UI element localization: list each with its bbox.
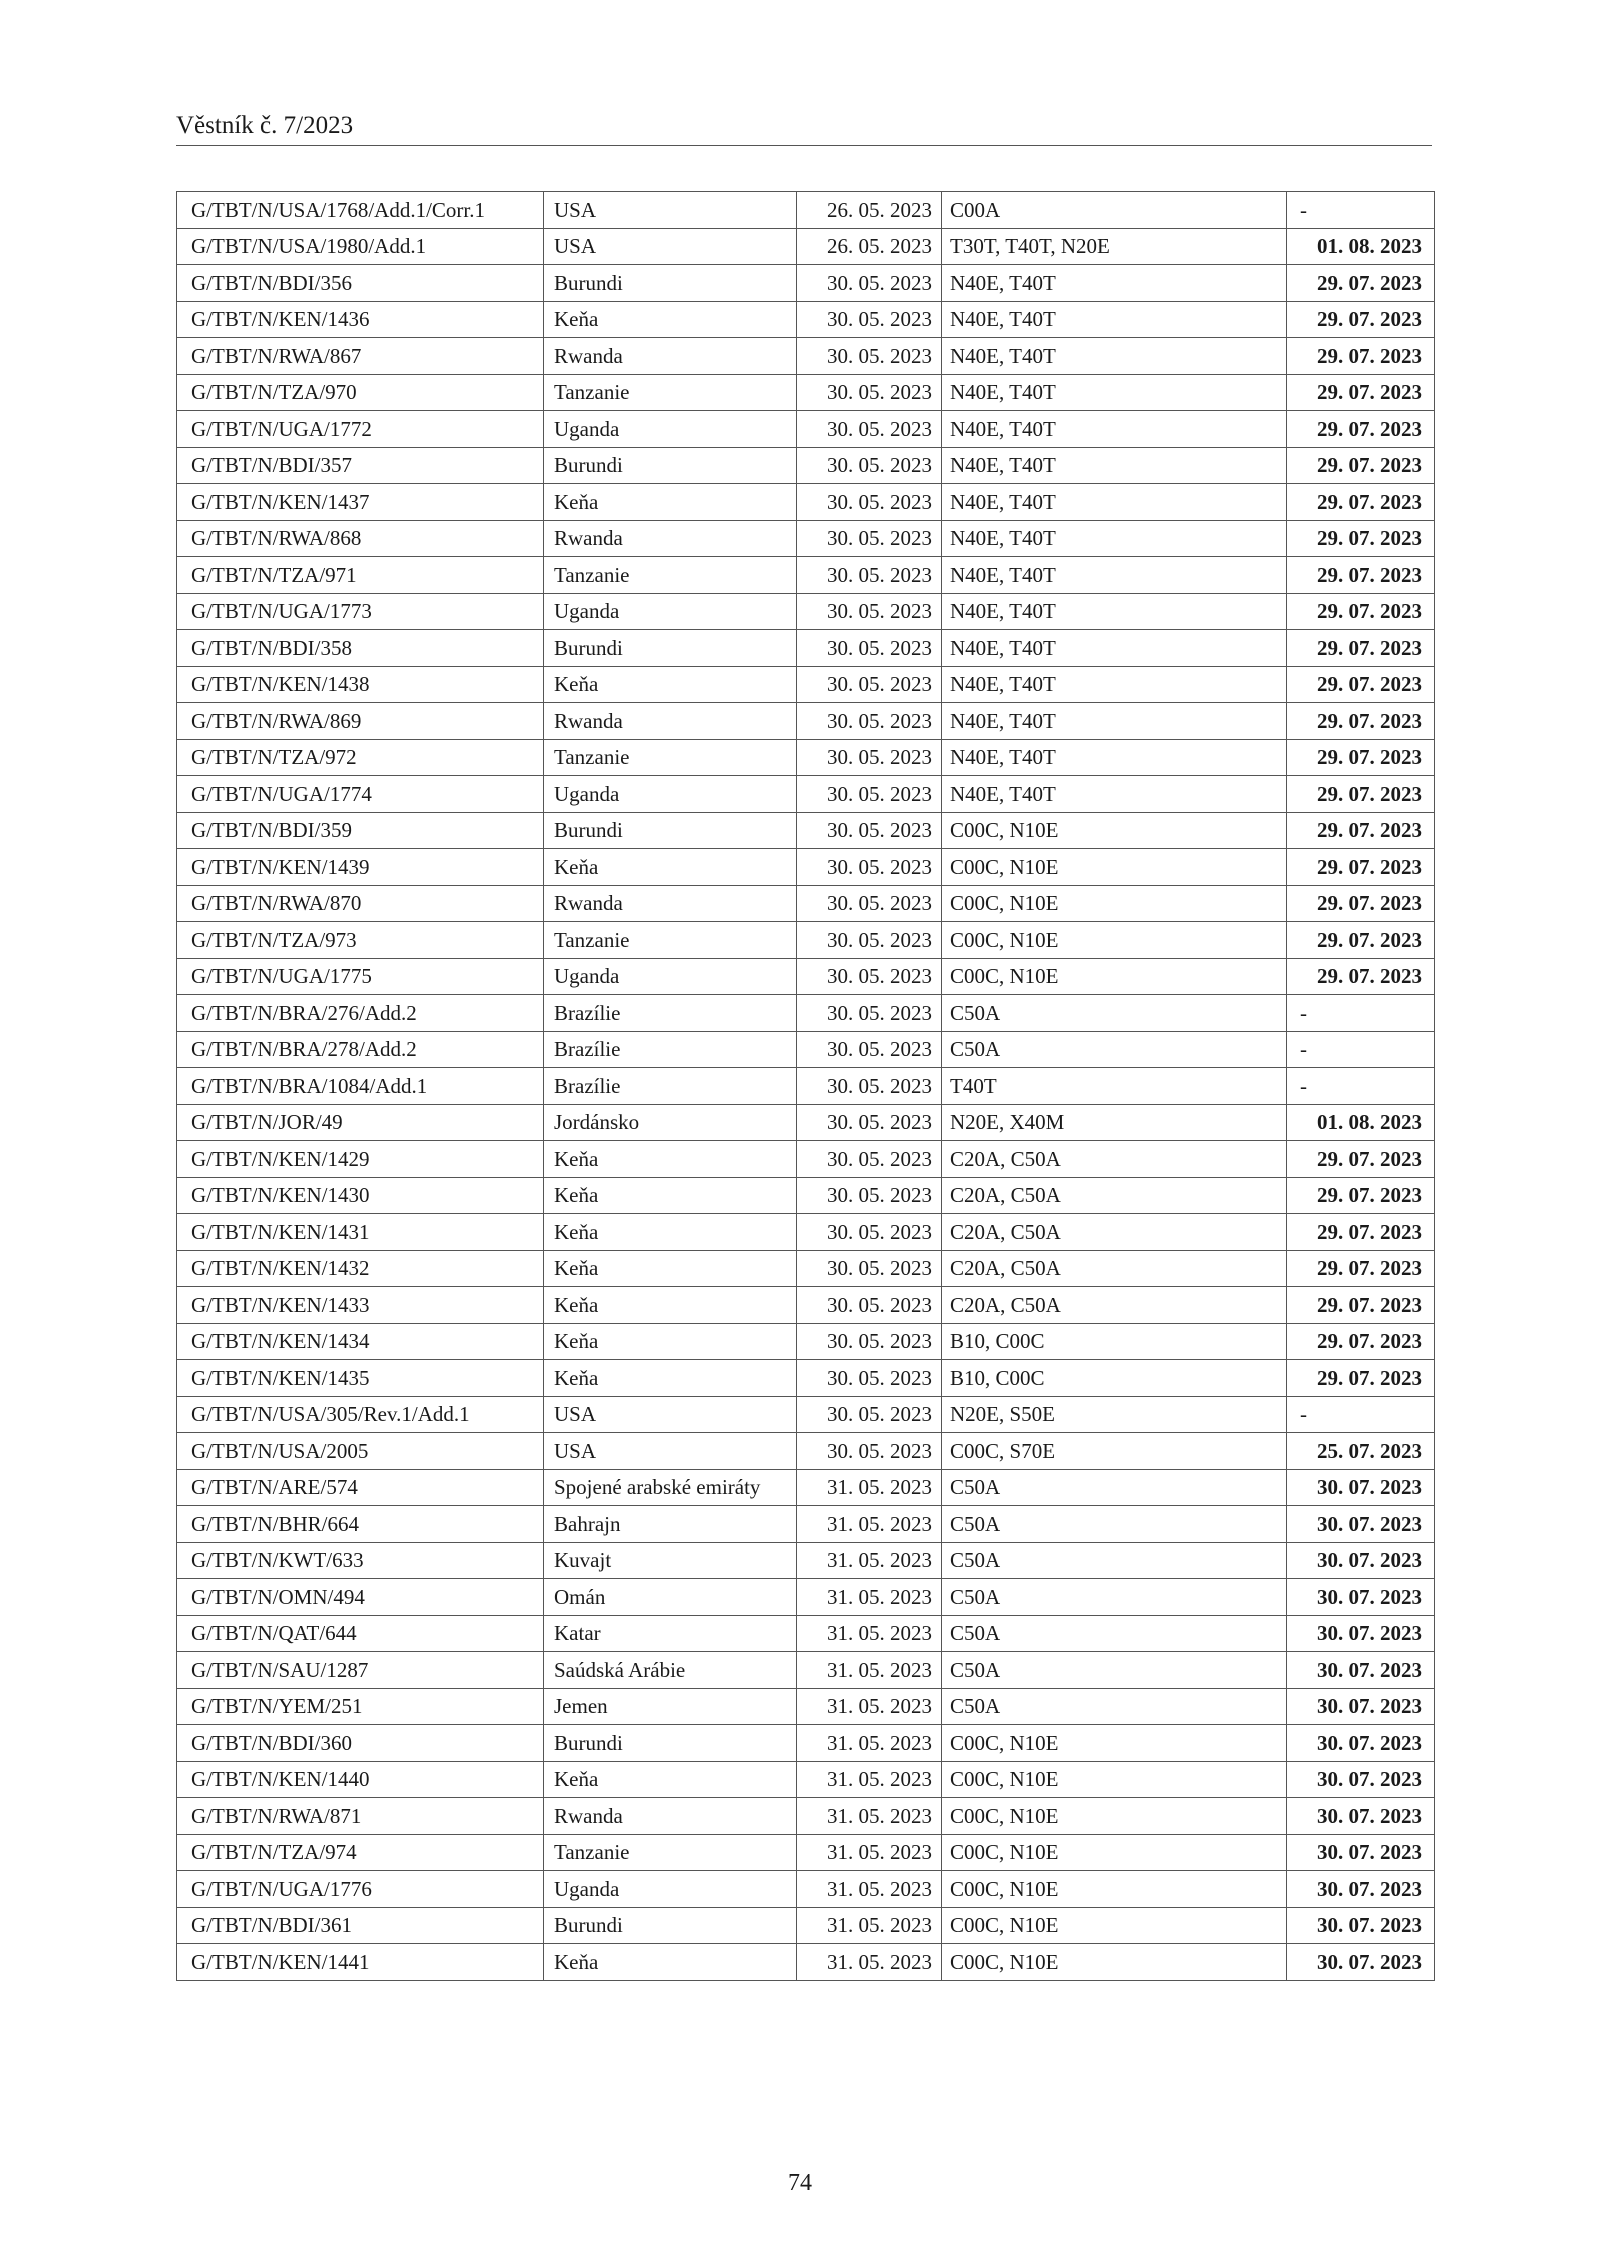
comment-deadline-cell: 30. 07. 2023 xyxy=(1287,1871,1435,1908)
notification-symbol-cell: G/TBT/N/KEN/1436 xyxy=(177,301,544,338)
notification-symbol-cell: G/TBT/N/RWA/870 xyxy=(177,885,544,922)
comment-deadline-cell: - xyxy=(1287,1031,1435,1068)
country-cell: Tanzanie xyxy=(544,922,797,959)
table-row xyxy=(177,411,1435,448)
classification-codes-cell: C20A, C50A xyxy=(942,1214,1287,1251)
table-row xyxy=(177,1323,1435,1360)
notification-symbol-cell: G/TBT/N/KEN/1441 xyxy=(177,1944,544,1981)
notification-symbol-cell: G/TBT/N/KEN/1432 xyxy=(177,1250,544,1287)
table-row xyxy=(177,520,1435,557)
comment-deadline-cell: - xyxy=(1287,192,1435,229)
classification-codes-cell: C00C, N10E xyxy=(942,885,1287,922)
country-cell: USA xyxy=(544,192,797,229)
country-cell: Rwanda xyxy=(544,520,797,557)
notification-date-cell: 30. 05. 2023 xyxy=(797,630,942,667)
notification-symbol-cell: G/TBT/N/RWA/869 xyxy=(177,703,544,740)
table-row xyxy=(177,593,1435,630)
country-cell: Keňa xyxy=(544,666,797,703)
table-row xyxy=(177,1469,1435,1506)
classification-codes-cell: C50A xyxy=(942,1469,1287,1506)
notification-date-cell: 30. 05. 2023 xyxy=(797,1104,942,1141)
table-row xyxy=(177,995,1435,1032)
classification-codes-cell: N40E, T40T xyxy=(942,338,1287,375)
classification-codes-cell: C00C, N10E xyxy=(942,922,1287,959)
notification-symbol-cell: G/TBT/N/KEN/1437 xyxy=(177,484,544,521)
notification-date-cell: 30. 05. 2023 xyxy=(797,374,942,411)
classification-codes-cell: C00A xyxy=(942,192,1287,229)
classification-codes-cell: C50A xyxy=(942,1542,1287,1579)
notification-date-cell: 30. 05. 2023 xyxy=(797,849,942,886)
comment-deadline-cell: - xyxy=(1287,1068,1435,1105)
notification-symbol-cell: G/TBT/N/BDI/357 xyxy=(177,447,544,484)
notification-date-cell: 30. 05. 2023 xyxy=(797,1068,942,1105)
notification-date-cell: 30. 05. 2023 xyxy=(797,1250,942,1287)
classification-codes-cell: C00C, N10E xyxy=(942,1907,1287,1944)
country-cell: Jordánsko xyxy=(544,1104,797,1141)
classification-codes-cell: N40E, T40T xyxy=(942,666,1287,703)
comment-deadline-cell: 30. 07. 2023 xyxy=(1287,1652,1435,1689)
notification-date-cell: 30. 05. 2023 xyxy=(797,520,942,557)
classification-codes-cell: N40E, T40T xyxy=(942,630,1287,667)
classification-codes-cell: C50A xyxy=(942,1579,1287,1616)
notification-symbol-cell: G/TBT/N/KEN/1434 xyxy=(177,1323,544,1360)
notification-date-cell: 31. 05. 2023 xyxy=(797,1542,942,1579)
comment-deadline-cell: - xyxy=(1287,995,1435,1032)
table-row xyxy=(177,776,1435,813)
country-cell: Brazílie xyxy=(544,995,797,1032)
table-row xyxy=(177,1652,1435,1689)
comment-deadline-cell: 30. 07. 2023 xyxy=(1287,1469,1435,1506)
table-row xyxy=(177,739,1435,776)
comment-deadline-cell: 30. 07. 2023 xyxy=(1287,1761,1435,1798)
classification-codes-cell: C00C, N10E xyxy=(942,1834,1287,1871)
comment-deadline-cell: 29. 07. 2023 xyxy=(1287,1323,1435,1360)
notification-symbol-cell: G/TBT/N/KEN/1431 xyxy=(177,1214,544,1251)
comment-deadline-cell: 29. 07. 2023 xyxy=(1287,1177,1435,1214)
notification-date-cell: 30. 05. 2023 xyxy=(797,885,942,922)
classification-codes-cell: C00C, N10E xyxy=(942,812,1287,849)
country-cell: Burundi xyxy=(544,447,797,484)
notification-date-cell: 30. 05. 2023 xyxy=(797,557,942,594)
country-cell: Keňa xyxy=(544,1323,797,1360)
country-cell: Keňa xyxy=(544,1360,797,1397)
table-row xyxy=(177,1177,1435,1214)
classification-codes-cell: C50A xyxy=(942,995,1287,1032)
notification-symbol-cell: G/TBT/N/BRA/276/Add.2 xyxy=(177,995,544,1032)
country-cell: Keňa xyxy=(544,1761,797,1798)
notification-symbol-cell: G/TBT/N/KEN/1438 xyxy=(177,666,544,703)
comment-deadline-cell: 29. 07. 2023 xyxy=(1287,411,1435,448)
notification-date-cell: 30. 05. 2023 xyxy=(797,922,942,959)
classification-codes-cell: C50A xyxy=(942,1615,1287,1652)
comment-deadline-cell: 29. 07. 2023 xyxy=(1287,301,1435,338)
table-row xyxy=(177,1688,1435,1725)
country-cell: Keňa xyxy=(544,301,797,338)
notification-date-cell: 31. 05. 2023 xyxy=(797,1907,942,1944)
notification-date-cell: 31. 05. 2023 xyxy=(797,1944,942,1981)
country-cell: Burundi xyxy=(544,265,797,302)
notification-symbol-cell: G/TBT/N/KWT/633 xyxy=(177,1542,544,1579)
notification-symbol-cell: G/TBT/N/JOR/49 xyxy=(177,1104,544,1141)
table-row xyxy=(177,1031,1435,1068)
classification-codes-cell: N20E, S50E xyxy=(942,1396,1287,1433)
country-cell: Katar xyxy=(544,1615,797,1652)
classification-codes-cell: C50A xyxy=(942,1031,1287,1068)
country-cell: Keňa xyxy=(544,1141,797,1178)
notification-symbol-cell: G/TBT/N/UGA/1776 xyxy=(177,1871,544,1908)
comment-deadline-cell: 30. 07. 2023 xyxy=(1287,1579,1435,1616)
table-row xyxy=(177,484,1435,521)
table-row xyxy=(177,447,1435,484)
country-cell: Tanzanie xyxy=(544,1834,797,1871)
classification-codes-cell: N20E, X40M xyxy=(942,1104,1287,1141)
notification-symbol-cell: G/TBT/N/BDI/356 xyxy=(177,265,544,302)
notification-date-cell: 31. 05. 2023 xyxy=(797,1615,942,1652)
notification-symbol-cell: G/TBT/N/USA/1768/Add.1/Corr.1 xyxy=(177,192,544,229)
country-cell: Keňa xyxy=(544,849,797,886)
notification-date-cell: 31. 05. 2023 xyxy=(797,1725,942,1762)
comment-deadline-cell: 30. 07. 2023 xyxy=(1287,1725,1435,1762)
classification-codes-cell: C50A xyxy=(942,1506,1287,1543)
notification-date-cell: 31. 05. 2023 xyxy=(797,1798,942,1835)
comment-deadline-cell: 30. 07. 2023 xyxy=(1287,1506,1435,1543)
notification-symbol-cell: G/TBT/N/BDI/360 xyxy=(177,1725,544,1762)
classification-codes-cell: N40E, T40T xyxy=(942,739,1287,776)
country-cell: Bahrajn xyxy=(544,1506,797,1543)
notification-date-cell: 30. 05. 2023 xyxy=(797,739,942,776)
classification-codes-cell: C00C, N10E xyxy=(942,1725,1287,1762)
classification-codes-cell: N40E, T40T xyxy=(942,776,1287,813)
page-number: 74 xyxy=(788,2170,812,2196)
country-cell: Brazílie xyxy=(544,1031,797,1068)
comment-deadline-cell: 29. 07. 2023 xyxy=(1287,812,1435,849)
notification-date-cell: 30. 05. 2023 xyxy=(797,411,942,448)
comment-deadline-cell: 29. 07. 2023 xyxy=(1287,520,1435,557)
table-row xyxy=(177,1615,1435,1652)
notification-date-cell: 30. 05. 2023 xyxy=(797,666,942,703)
country-cell: Burundi xyxy=(544,812,797,849)
notification-symbol-cell: G/TBT/N/OMN/494 xyxy=(177,1579,544,1616)
country-cell: Omán xyxy=(544,1579,797,1616)
document-header-title: Věstník č. 7/2023 xyxy=(176,112,354,139)
notification-date-cell: 30. 05. 2023 xyxy=(797,995,942,1032)
comment-deadline-cell: 29. 07. 2023 xyxy=(1287,593,1435,630)
comment-deadline-cell: 01. 08. 2023 xyxy=(1287,1104,1435,1141)
classification-codes-cell: N40E, T40T xyxy=(942,265,1287,302)
country-cell: Rwanda xyxy=(544,1798,797,1835)
country-cell: Kuvajt xyxy=(544,1542,797,1579)
country-cell: Spojené arabské emiráty xyxy=(544,1469,797,1506)
country-cell: Uganda xyxy=(544,1871,797,1908)
notification-symbol-cell: G/TBT/N/USA/305/Rev.1/Add.1 xyxy=(177,1396,544,1433)
table-row xyxy=(177,1798,1435,1835)
notification-date-cell: 26. 05. 2023 xyxy=(797,228,942,265)
country-cell: Tanzanie xyxy=(544,374,797,411)
classification-codes-cell: N40E, T40T xyxy=(942,520,1287,557)
country-cell: Keňa xyxy=(544,1250,797,1287)
notification-date-cell: 30. 05. 2023 xyxy=(797,1287,942,1324)
table-row xyxy=(177,338,1435,375)
comment-deadline-cell: 30. 07. 2023 xyxy=(1287,1542,1435,1579)
notification-symbol-cell: G/TBT/N/BDI/358 xyxy=(177,630,544,667)
table-row xyxy=(177,958,1435,995)
classification-codes-cell: C00C, N10E xyxy=(942,1761,1287,1798)
country-cell: Uganda xyxy=(544,958,797,995)
comment-deadline-cell: 30. 07. 2023 xyxy=(1287,1688,1435,1725)
comment-deadline-cell: 29. 07. 2023 xyxy=(1287,484,1435,521)
notifications-table xyxy=(176,191,1435,1981)
table-row xyxy=(177,1104,1435,1141)
notification-date-cell: 30. 05. 2023 xyxy=(797,812,942,849)
notification-symbol-cell: G/TBT/N/TZA/970 xyxy=(177,374,544,411)
table-row xyxy=(177,1141,1435,1178)
notification-symbol-cell: G/TBT/N/QAT/644 xyxy=(177,1615,544,1652)
comment-deadline-cell: 29. 07. 2023 xyxy=(1287,630,1435,667)
notification-symbol-cell: G/TBT/N/KEN/1435 xyxy=(177,1360,544,1397)
comment-deadline-cell: 29. 07. 2023 xyxy=(1287,447,1435,484)
notification-date-cell: 31. 05. 2023 xyxy=(797,1469,942,1506)
comment-deadline-cell: 30. 07. 2023 xyxy=(1287,1944,1435,1981)
country-cell: Uganda xyxy=(544,776,797,813)
country-cell: Keňa xyxy=(544,1177,797,1214)
table-row xyxy=(177,374,1435,411)
country-cell: Uganda xyxy=(544,411,797,448)
table-row xyxy=(177,1250,1435,1287)
classification-codes-cell: C50A xyxy=(942,1652,1287,1689)
classification-codes-cell: C00C, N10E xyxy=(942,1798,1287,1835)
country-cell: Burundi xyxy=(544,630,797,667)
table-row xyxy=(177,630,1435,667)
comment-deadline-cell: 29. 07. 2023 xyxy=(1287,739,1435,776)
classification-codes-cell: C00C, N10E xyxy=(942,1871,1287,1908)
comment-deadline-cell: 29. 07. 2023 xyxy=(1287,849,1435,886)
header-divider xyxy=(176,145,1432,146)
table-row xyxy=(177,1907,1435,1944)
table-row xyxy=(177,1834,1435,1871)
notification-date-cell: 30. 05. 2023 xyxy=(797,958,942,995)
notification-symbol-cell: G/TBT/N/KEN/1430 xyxy=(177,1177,544,1214)
notification-date-cell: 30. 05. 2023 xyxy=(797,1141,942,1178)
classification-codes-cell: B10, C00C xyxy=(942,1360,1287,1397)
classification-codes-cell: C00C, N10E xyxy=(942,1944,1287,1981)
table-row xyxy=(177,849,1435,886)
classification-codes-cell: C20A, C50A xyxy=(942,1287,1287,1324)
classification-codes-cell: C20A, C50A xyxy=(942,1177,1287,1214)
country-cell: Saúdská Arábie xyxy=(544,1652,797,1689)
table-row xyxy=(177,1871,1435,1908)
table-row xyxy=(177,1433,1435,1470)
notification-date-cell: 30. 05. 2023 xyxy=(797,1360,942,1397)
notification-symbol-cell: G/TBT/N/BHR/664 xyxy=(177,1506,544,1543)
country-cell: Uganda xyxy=(544,593,797,630)
comment-deadline-cell: 29. 07. 2023 xyxy=(1287,374,1435,411)
classification-codes-cell: N40E, T40T xyxy=(942,593,1287,630)
table-row xyxy=(177,301,1435,338)
country-cell: Rwanda xyxy=(544,338,797,375)
notification-date-cell: 30. 05. 2023 xyxy=(797,1177,942,1214)
table-row xyxy=(177,1396,1435,1433)
comment-deadline-cell: 29. 07. 2023 xyxy=(1287,1141,1435,1178)
country-cell: Brazílie xyxy=(544,1068,797,1105)
country-cell: USA xyxy=(544,228,797,265)
notification-date-cell: 31. 05. 2023 xyxy=(797,1506,942,1543)
table-row xyxy=(177,1725,1435,1762)
table-row xyxy=(177,1360,1435,1397)
classification-codes-cell: C00C, S70E xyxy=(942,1433,1287,1470)
table-row xyxy=(177,922,1435,959)
notification-date-cell: 30. 05. 2023 xyxy=(797,265,942,302)
notification-symbol-cell: G/TBT/N/TZA/973 xyxy=(177,922,544,959)
notification-symbol-cell: G/TBT/N/SAU/1287 xyxy=(177,1652,544,1689)
comment-deadline-cell: 30. 07. 2023 xyxy=(1287,1798,1435,1835)
table-row xyxy=(177,703,1435,740)
notification-symbol-cell: G/TBT/N/BDI/361 xyxy=(177,1907,544,1944)
notification-date-cell: 30. 05. 2023 xyxy=(797,484,942,521)
country-cell: Tanzanie xyxy=(544,739,797,776)
classification-codes-cell: T40T xyxy=(942,1068,1287,1105)
notification-date-cell: 26. 05. 2023 xyxy=(797,192,942,229)
comment-deadline-cell: 29. 07. 2023 xyxy=(1287,1250,1435,1287)
notification-symbol-cell: G/TBT/N/UGA/1775 xyxy=(177,958,544,995)
comment-deadline-cell: 29. 07. 2023 xyxy=(1287,338,1435,375)
comment-deadline-cell: 29. 07. 2023 xyxy=(1287,776,1435,813)
table-row xyxy=(177,885,1435,922)
comment-deadline-cell: 29. 07. 2023 xyxy=(1287,666,1435,703)
classification-codes-cell: N40E, T40T xyxy=(942,557,1287,594)
comment-deadline-cell: 30. 07. 2023 xyxy=(1287,1615,1435,1652)
comment-deadline-cell: 29. 07. 2023 xyxy=(1287,557,1435,594)
notification-symbol-cell: G/TBT/N/YEM/251 xyxy=(177,1688,544,1725)
comment-deadline-cell: 29. 07. 2023 xyxy=(1287,703,1435,740)
notification-symbol-cell: G/TBT/N/BRA/278/Add.2 xyxy=(177,1031,544,1068)
country-cell: Tanzanie xyxy=(544,557,797,594)
comment-deadline-cell: 29. 07. 2023 xyxy=(1287,1287,1435,1324)
table-row xyxy=(177,1506,1435,1543)
notification-symbol-cell: G/TBT/N/KEN/1429 xyxy=(177,1141,544,1178)
comment-deadline-cell: 29. 07. 2023 xyxy=(1287,885,1435,922)
notification-symbol-cell: G/TBT/N/BRA/1084/Add.1 xyxy=(177,1068,544,1105)
country-cell: USA xyxy=(544,1433,797,1470)
notification-date-cell: 31. 05. 2023 xyxy=(797,1652,942,1689)
table-row xyxy=(177,1944,1435,1981)
comment-deadline-cell: - xyxy=(1287,1396,1435,1433)
comment-deadline-cell: 30. 07. 2023 xyxy=(1287,1907,1435,1944)
notification-symbol-cell: G/TBT/N/KEN/1439 xyxy=(177,849,544,886)
classification-codes-cell: T30T, T40T, N20E xyxy=(942,228,1287,265)
notification-date-cell: 30. 05. 2023 xyxy=(797,1214,942,1251)
classification-codes-cell: N40E, T40T xyxy=(942,374,1287,411)
comment-deadline-cell: 25. 07. 2023 xyxy=(1287,1433,1435,1470)
notification-symbol-cell: G/TBT/N/TZA/971 xyxy=(177,557,544,594)
notification-symbol-cell: G/TBT/N/RWA/871 xyxy=(177,1798,544,1835)
notification-symbol-cell: G/TBT/N/UGA/1774 xyxy=(177,776,544,813)
classification-codes-cell: N40E, T40T xyxy=(942,411,1287,448)
notifications-table-body xyxy=(177,192,1435,1981)
classification-codes-cell: N40E, T40T xyxy=(942,301,1287,338)
notification-date-cell: 30. 05. 2023 xyxy=(797,1323,942,1360)
comment-deadline-cell: 29. 07. 2023 xyxy=(1287,958,1435,995)
classification-codes-cell: C00C, N10E xyxy=(942,958,1287,995)
table-row xyxy=(177,1287,1435,1324)
classification-codes-cell: C20A, C50A xyxy=(942,1141,1287,1178)
classification-codes-cell: B10, C00C xyxy=(942,1323,1287,1360)
notification-date-cell: 31. 05. 2023 xyxy=(797,1834,942,1871)
classification-codes-cell: C20A, C50A xyxy=(942,1250,1287,1287)
table-row xyxy=(177,1761,1435,1798)
table-row xyxy=(177,265,1435,302)
notification-date-cell: 30. 05. 2023 xyxy=(797,703,942,740)
table-row xyxy=(177,192,1435,229)
notification-symbol-cell: G/TBT/N/TZA/974 xyxy=(177,1834,544,1871)
notification-symbol-cell: G/TBT/N/KEN/1433 xyxy=(177,1287,544,1324)
comment-deadline-cell: 29. 07. 2023 xyxy=(1287,265,1435,302)
notification-date-cell: 31. 05. 2023 xyxy=(797,1871,942,1908)
notification-date-cell: 30. 05. 2023 xyxy=(797,1433,942,1470)
classification-codes-cell: C00C, N10E xyxy=(942,849,1287,886)
table-row xyxy=(177,1068,1435,1105)
notification-date-cell: 31. 05. 2023 xyxy=(797,1579,942,1616)
notification-symbol-cell: G/TBT/N/ARE/574 xyxy=(177,1469,544,1506)
notification-symbol-cell: G/TBT/N/USA/2005 xyxy=(177,1433,544,1470)
country-cell: Keňa xyxy=(544,1944,797,1981)
classification-codes-cell: C50A xyxy=(942,1688,1287,1725)
classification-codes-cell: N40E, T40T xyxy=(942,703,1287,740)
country-cell: Burundi xyxy=(544,1907,797,1944)
notification-symbol-cell: G/TBT/N/RWA/867 xyxy=(177,338,544,375)
notification-date-cell: 30. 05. 2023 xyxy=(797,1031,942,1068)
table-row xyxy=(177,1214,1435,1251)
notification-date-cell: 31. 05. 2023 xyxy=(797,1761,942,1798)
country-cell: Keňa xyxy=(544,484,797,521)
notification-date-cell: 30. 05. 2023 xyxy=(797,776,942,813)
country-cell: Rwanda xyxy=(544,885,797,922)
country-cell: Keňa xyxy=(544,1214,797,1251)
classification-codes-cell: N40E, T40T xyxy=(942,447,1287,484)
notification-date-cell: 30. 05. 2023 xyxy=(797,338,942,375)
comment-deadline-cell: 29. 07. 2023 xyxy=(1287,922,1435,959)
comment-deadline-cell: 01. 08. 2023 xyxy=(1287,228,1435,265)
table-row xyxy=(177,1579,1435,1616)
country-cell: Keňa xyxy=(544,1287,797,1324)
notification-date-cell: 30. 05. 2023 xyxy=(797,1396,942,1433)
notification-symbol-cell: G/TBT/N/RWA/868 xyxy=(177,520,544,557)
country-cell: USA xyxy=(544,1396,797,1433)
table-row xyxy=(177,1542,1435,1579)
comment-deadline-cell: 30. 07. 2023 xyxy=(1287,1834,1435,1871)
notification-symbol-cell: G/TBT/N/KEN/1440 xyxy=(177,1761,544,1798)
classification-codes-cell: N40E, T40T xyxy=(942,484,1287,521)
comment-deadline-cell: 29. 07. 2023 xyxy=(1287,1214,1435,1251)
country-cell: Burundi xyxy=(544,1725,797,1762)
table-row xyxy=(177,557,1435,594)
notification-symbol-cell: G/TBT/N/BDI/359 xyxy=(177,812,544,849)
notification-date-cell: 30. 05. 2023 xyxy=(797,593,942,630)
notification-symbol-cell: G/TBT/N/TZA/972 xyxy=(177,739,544,776)
table-row xyxy=(177,228,1435,265)
table-row xyxy=(177,812,1435,849)
notification-date-cell: 31. 05. 2023 xyxy=(797,1688,942,1725)
notification-date-cell: 30. 05. 2023 xyxy=(797,301,942,338)
table-row xyxy=(177,666,1435,703)
comment-deadline-cell: 29. 07. 2023 xyxy=(1287,1360,1435,1397)
country-cell: Rwanda xyxy=(544,703,797,740)
notification-date-cell: 30. 05. 2023 xyxy=(797,447,942,484)
notification-symbol-cell: G/TBT/N/USA/1980/Add.1 xyxy=(177,228,544,265)
notification-symbol-cell: G/TBT/N/UGA/1773 xyxy=(177,593,544,630)
country-cell: Jemen xyxy=(544,1688,797,1725)
notification-symbol-cell: G/TBT/N/UGA/1772 xyxy=(177,411,544,448)
